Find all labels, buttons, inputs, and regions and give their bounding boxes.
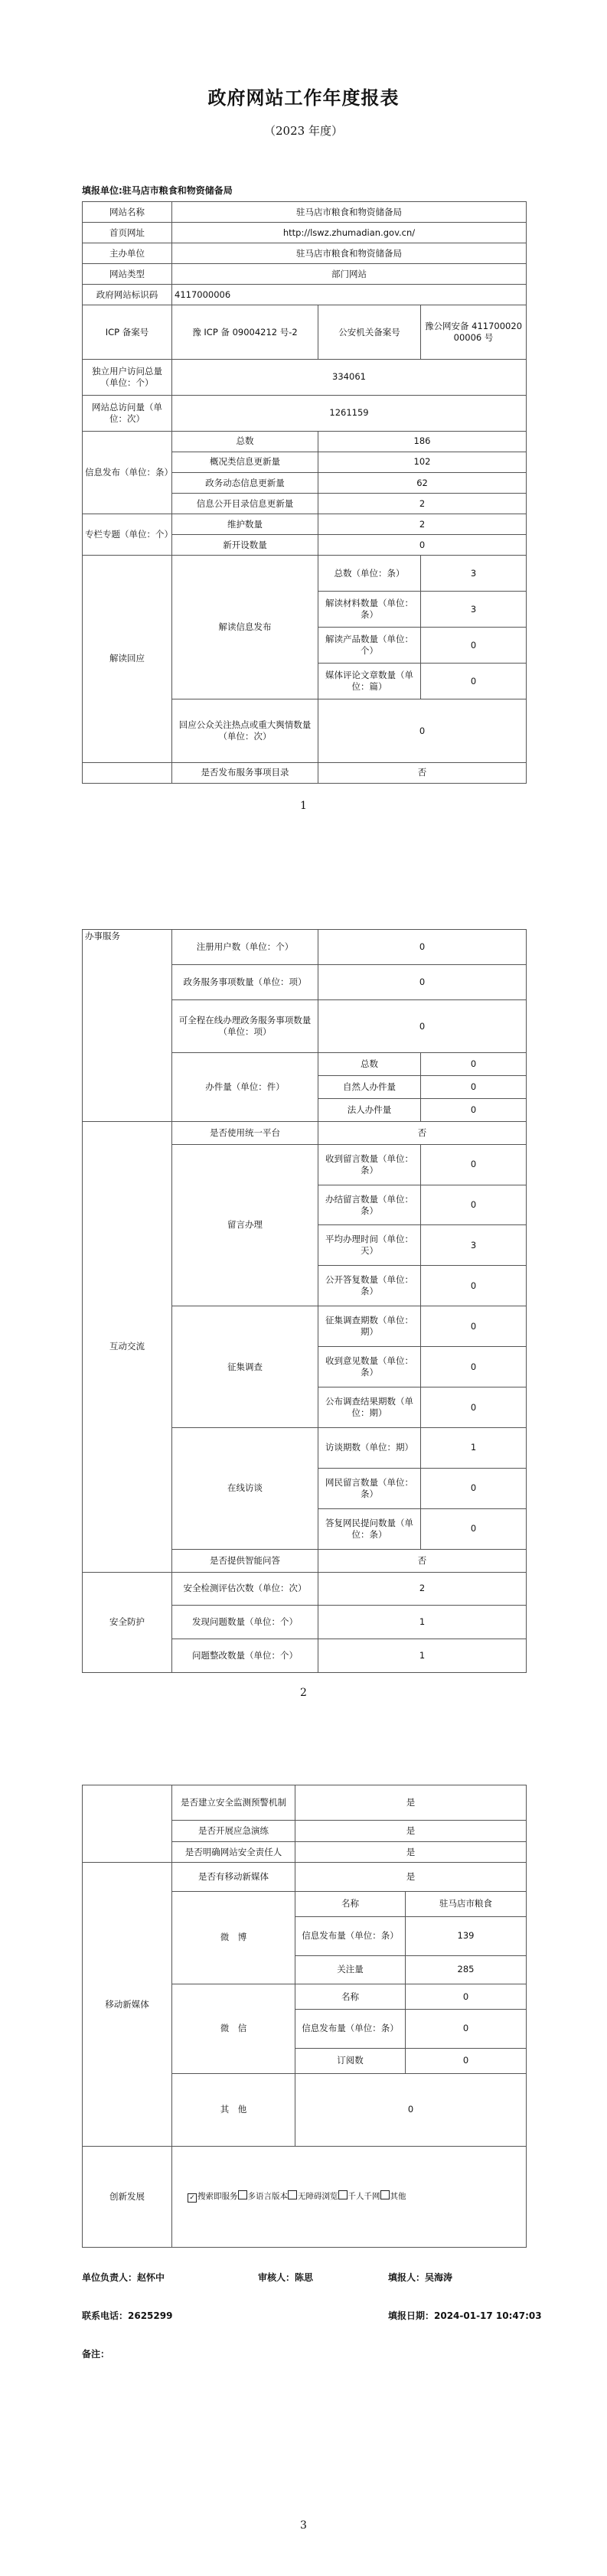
info-total-value: 186 [318, 431, 527, 452]
msg-public-label: 公开答复数量（单位：条） [318, 1266, 421, 1306]
owner-label: 是否明确网站安全责任人 [172, 1841, 295, 1863]
filler: 填报人：吴海涛 [388, 2272, 453, 2283]
problems-value: 1 [318, 1606, 527, 1639]
interpret-respond-label: 回应公众关注热点或重大舆情数量（单位：次） [172, 699, 318, 762]
wechat-subs-value: 0 [406, 2048, 527, 2073]
weibo-posts-label: 信息发布量（单位：条） [295, 1916, 406, 1955]
page-number-1: 1 [300, 800, 307, 812]
psb-label: 公安机关备案号 [318, 305, 421, 360]
info-catalog-label: 信息公开目录信息更新量 [172, 494, 318, 514]
warning-label: 是否建立安全监测预警机制 [172, 1785, 295, 1821]
wechat-label: 微 信 [172, 1984, 295, 2074]
warning-value: 是 [295, 1785, 527, 1821]
info-catalog-value: 2 [318, 494, 527, 514]
report-year: （2023 年度） [264, 124, 343, 138]
code-label: 政府网站标识码 [83, 285, 172, 305]
interpret-total-value: 3 [421, 556, 527, 592]
checkbox-icon[interactable] [338, 2190, 348, 2199]
innovation-option[interactable]: 千人千网 [338, 2190, 380, 2203]
office-handled-label: 办件量（单位：件） [172, 1053, 318, 1122]
info-dynamic-value: 62 [318, 473, 527, 494]
checkbox-icon[interactable]: ✓ [188, 2193, 197, 2203]
interpret-media-value: 0 [421, 664, 527, 699]
reviewer: 审核人：陈思 [258, 2272, 314, 2283]
interpret-product-value: 0 [421, 628, 527, 664]
talk-answers-value: 0 [421, 1508, 527, 1549]
service-catalog-blank [83, 762, 172, 783]
drill-value: 是 [295, 1821, 527, 1842]
phone: 联系电话：2625299 [82, 2310, 173, 2321]
innovation-options [172, 2146, 527, 2247]
site-name-label: 网站名称 [83, 202, 172, 223]
msg-public-value: 0 [421, 1266, 527, 1306]
media-label: 移动新媒体 [83, 1863, 172, 2146]
wechat-posts-value: 0 [406, 2010, 527, 2049]
filler-unit: 填报单位:驻马店市粮食和物资储备局 [82, 185, 233, 196]
media-other-label: 其 他 [172, 2073, 295, 2146]
survey-opinions-value: 0 [421, 1347, 527, 1387]
sponsor-label: 主办单位 [83, 243, 172, 264]
report-table-page-2 [82, 929, 527, 1673]
innovation-option[interactable]: 无障碍浏览 [288, 2190, 338, 2203]
survey-result-value: 0 [421, 1387, 527, 1428]
code-value: 4117000006 [172, 285, 527, 305]
sponsor-value: 驻马店市粮食和物资储备局 [172, 243, 527, 264]
msg-done-label: 办结留言数量（单位：条） [318, 1185, 421, 1225]
remark: 备注： [82, 2349, 110, 2359]
talk-answers-label: 答复网民提问数量（单位：条） [318, 1508, 421, 1549]
talk-label: 在线访谈 [172, 1428, 318, 1550]
msg-label: 留言办理 [172, 1144, 318, 1306]
drill-label: 是否开展应急演练 [172, 1821, 295, 1842]
page-number-2: 2 [300, 1687, 307, 1699]
service-catalog-label: 是否发布服务事项目录 [172, 762, 318, 783]
wechat-subs-label: 订阅数 [295, 2048, 406, 2073]
interpret-sub-label: 解读信息发布 [172, 556, 318, 699]
wechat-name-label: 名称 [295, 1984, 406, 2010]
innovation-option[interactable]: 其他 [380, 2190, 406, 2203]
interaction-label: 互动交流 [83, 1121, 172, 1572]
interpret-material-value: 3 [421, 592, 527, 628]
msg-received-value: 0 [421, 1144, 527, 1185]
icp-label: ICP 备案号 [83, 305, 172, 360]
interpret-respond-value: 0 [318, 699, 527, 762]
home-label: 首页网址 [83, 223, 172, 243]
innovation-label: 创新发展 [83, 2146, 172, 2247]
security-cont-blank [83, 1785, 172, 1863]
office-items-value: 0 [318, 965, 527, 1000]
wechat-name-value: 0 [406, 1984, 527, 2010]
media-has-label: 是否有移动新媒体 [172, 1863, 295, 1891]
platform-label: 是否使用统一平台 [172, 1121, 318, 1144]
office-total-value: 0 [421, 1053, 527, 1076]
views-value: 1261159 [172, 395, 527, 431]
talk-msgs-label: 网民留言数量（单位：条） [318, 1468, 421, 1508]
interpret-total-label: 总数（单位：条） [318, 556, 421, 592]
office-users-value: 0 [318, 930, 527, 965]
survey-result-label: 公布调查结果期数（单位：期） [318, 1387, 421, 1428]
interpret-media-label: 媒体评论文章数量（单位：篇） [318, 664, 421, 699]
views-label: 网站总访问量（单位：次） [83, 395, 172, 431]
media-has-value: 是 [295, 1863, 527, 1891]
talk-count-label: 访谈期数（单位：期） [318, 1428, 421, 1469]
report-table-page-3 [82, 1785, 527, 2248]
weibo-name-label: 名称 [295, 1891, 406, 1916]
checks-value: 2 [318, 1572, 527, 1606]
talk-count-value: 1 [421, 1428, 527, 1469]
wechat-posts-label: 信息发布量（单位：条） [295, 2010, 406, 2049]
column-maintain-value: 2 [318, 514, 527, 535]
info-label: 信息发布（单位：条） [83, 431, 172, 514]
survey-opinions-label: 收到意见数量（单位：条） [318, 1347, 421, 1387]
checkbox-icon[interactable] [238, 2190, 247, 2199]
office-items-label: 政务服务事项数量（单位：项） [172, 965, 318, 1000]
info-total-label: 总数 [172, 431, 318, 452]
office-online-value: 0 [318, 1000, 527, 1053]
column-label: 专栏专题（单位：个） [83, 514, 172, 556]
report-title: 政府网站工作年度报表 [207, 86, 400, 109]
innovation-option[interactable]: ✓ 搜索即服务 [188, 2191, 238, 2203]
type-value: 部门网站 [172, 264, 527, 285]
interpret-material-label: 解读材料数量（单位：条） [318, 592, 421, 628]
office-total-label: 总数 [318, 1053, 421, 1076]
msg-days-value: 3 [421, 1225, 527, 1266]
interpret-label: 解读回应 [83, 556, 172, 763]
weibo-label: 微 博 [172, 1891, 295, 1984]
info-overview-value: 102 [318, 452, 527, 472]
column-new-value: 0 [318, 535, 527, 556]
office-legal-label: 法人办件量 [318, 1098, 421, 1121]
office-users-label: 注册用户数（单位：个） [172, 930, 318, 965]
home-url[interactable]: http://lswz.zhumadian.gov.cn/ [172, 223, 527, 243]
talk-msgs-value: 0 [421, 1468, 527, 1508]
msg-received-label: 收到留言数量（单位：条） [318, 1144, 421, 1185]
weibo-follow-value: 285 [406, 1955, 527, 1984]
smart-label: 是否提供智能问答 [172, 1549, 318, 1572]
checkbox-icon[interactable] [380, 2190, 390, 2199]
weibo-posts-value: 139 [406, 1916, 527, 1955]
psb-value: 豫公网安备 41170002000006 号 [421, 305, 527, 360]
weibo-follow-label: 关注量 [295, 1955, 406, 1984]
office-legal-value: 0 [421, 1098, 527, 1121]
fill-date: 填报日期：2024-01-17 10:47:03 [388, 2310, 542, 2321]
checks-label: 安全检测评估次数（单位：次） [172, 1572, 318, 1606]
platform-value: 否 [318, 1121, 527, 1144]
leader: 单位负责人：赵怀中 [82, 2272, 165, 2283]
column-new-label: 新开设数量 [172, 535, 318, 556]
survey-label: 征集调查 [172, 1306, 318, 1428]
office-online-label: 可全程在线办理政务服务事项数量（单位：项） [172, 1000, 318, 1053]
info-overview-label: 概况类信息更新量 [172, 452, 318, 472]
office-person-label: 自然人办件量 [318, 1075, 421, 1098]
type-label: 网站类型 [83, 264, 172, 285]
fixed-value: 1 [318, 1639, 527, 1673]
site-name-value: 驻马店市粮食和物资储备局 [172, 202, 527, 223]
fixed-label: 问题整改数量（单位：个） [172, 1639, 318, 1673]
media-other-value: 0 [295, 2073, 527, 2146]
icp-value: 豫 ICP 备 09004212 号-2 [172, 305, 318, 360]
survey-count-value: 0 [421, 1306, 527, 1347]
interpret-product-label: 解读产品数量（单位：个） [318, 628, 421, 664]
checkbox-icon[interactable] [288, 2190, 297, 2199]
info-dynamic-label: 政务动态信息更新量 [172, 473, 318, 494]
weibo-name-value: 驻马店市粮食 [406, 1891, 527, 1916]
owner-value: 是 [295, 1841, 527, 1863]
security-label: 安全防护 [83, 1572, 172, 1672]
column-maintain-label: 维护数量 [172, 514, 318, 535]
office-label: 办事服务 [83, 930, 172, 1122]
report-table-page-1 [82, 201, 527, 784]
msg-done-value: 0 [421, 1185, 527, 1225]
service-catalog-value: 否 [318, 762, 527, 783]
visitors-value: 334061 [172, 359, 527, 395]
visitors-label: 独立用户访问总量（单位：个） [83, 359, 172, 395]
office-person-value: 0 [421, 1075, 527, 1098]
smart-value: 否 [318, 1549, 527, 1572]
survey-count-label: 征集调查期数（单位：期） [318, 1306, 421, 1347]
page-number-3: 3 [300, 2519, 307, 2532]
innovation-option[interactable]: 多语言版本 [238, 2190, 289, 2203]
problems-label: 发现问题数量（单位：个） [172, 1606, 318, 1639]
msg-days-label: 平均办理时间（单位：天） [318, 1225, 421, 1266]
